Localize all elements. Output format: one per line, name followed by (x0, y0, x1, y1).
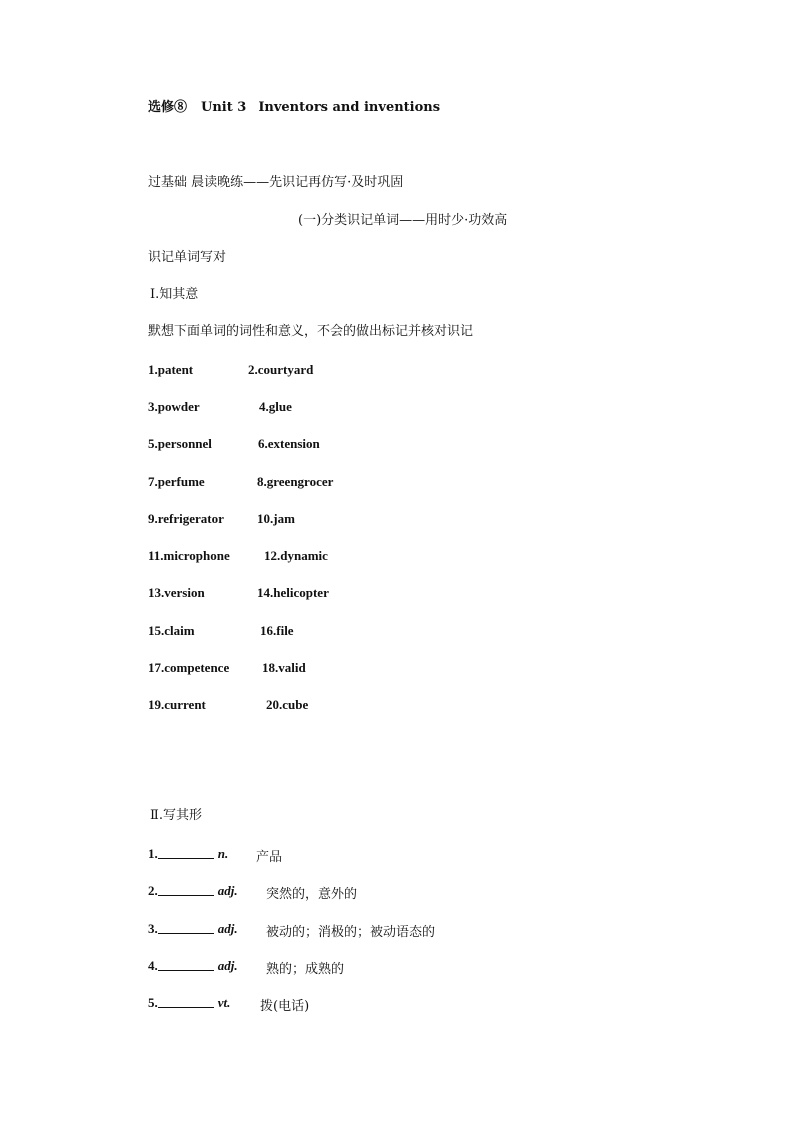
vocab-row (0, 697, 794, 713)
title-prefix: 选修⑧ (148, 100, 188, 115)
vocab-row (0, 660, 794, 676)
part-of-speech: adj. (217, 958, 238, 973)
exercise-item (148, 883, 548, 902)
part-of-speech: adj. (217, 883, 238, 898)
meaning: 被动的；消极的；被动语态的 (266, 925, 436, 940)
vocab-row (0, 399, 794, 415)
item-number: 5. (148, 995, 158, 1010)
vocab-word: 2.courtyard (248, 362, 314, 377)
item-number: 1. (148, 846, 158, 861)
vocab-word: 1.patent (148, 362, 194, 377)
part-of-speech: n. (217, 846, 229, 861)
vocab-row (0, 362, 794, 378)
category-heading: 识记单词写对 (148, 250, 227, 265)
meaning: 产品 (256, 850, 283, 865)
answer-blank[interactable] (158, 921, 214, 934)
meaning: 拨(电话) (260, 999, 310, 1014)
vocab-word: 11.microphone (148, 548, 230, 563)
vocab-word: 20.cube (266, 697, 309, 712)
part-of-speech: adj. (217, 921, 238, 936)
exercise-item (148, 958, 548, 977)
subsection-heading: (一)分类识记单词——用时少·功效高 (298, 213, 508, 228)
part-of-speech: vt. (217, 995, 231, 1010)
vocab-word: 19.current (148, 697, 206, 712)
exercise-item (148, 995, 548, 1014)
vocab-word: 9.refrigerator (148, 511, 224, 526)
title-topic: Inventors and inventions (258, 100, 441, 115)
part1-instruction: 默想下面单词的词性和意义，不会的做出标记并核对识记 (148, 324, 474, 339)
vocab-word: 14.helicopter (257, 585, 329, 600)
item-number: 3. (148, 921, 158, 936)
vocab-row (0, 436, 794, 452)
vocab-word: 8.greengrocer (257, 474, 334, 489)
vocab-word: 16.file (260, 623, 294, 638)
vocab-row (0, 585, 794, 601)
meaning: 突然的，意外的 (266, 887, 358, 902)
vocab-row (0, 548, 794, 564)
vocab-word: 17.competence (148, 660, 230, 675)
item-number: 4. (148, 958, 158, 973)
part2-title: Ⅱ.写其形 (150, 808, 202, 823)
answer-blank[interactable] (158, 958, 214, 971)
answer-blank[interactable] (158, 883, 214, 896)
exercise-item (148, 921, 548, 940)
exercise-item (148, 846, 548, 865)
vocab-word: 4.glue (259, 399, 292, 414)
answer-blank[interactable] (158, 846, 214, 859)
vocab-word: 7.perfume (148, 474, 205, 489)
vocab-word: 13.version (148, 585, 205, 600)
item-number: 2. (148, 883, 158, 898)
title-unit: Unit 3 (201, 100, 247, 115)
vocab-word: 12.dynamic (264, 548, 328, 563)
vocab-word: 6.extension (258, 436, 320, 451)
vocab-word: 3.powder (148, 399, 200, 414)
vocab-word: 15.claim (148, 623, 195, 638)
meaning: 熟的；成熟的 (266, 962, 345, 977)
vocab-word: 5.personnel (148, 436, 212, 451)
vocab-row (0, 511, 794, 527)
vocab-row (0, 474, 794, 490)
section-heading: 过基础 晨读晚练——先识记再仿写·及时巩固 (148, 175, 404, 190)
answer-blank[interactable] (158, 995, 214, 1008)
vocab-word: 10.jam (257, 511, 295, 526)
document-title (148, 100, 440, 116)
part1-title: Ⅰ.知其意 (150, 287, 199, 302)
vocab-row (0, 623, 794, 639)
vocab-word: 18.valid (262, 660, 306, 675)
